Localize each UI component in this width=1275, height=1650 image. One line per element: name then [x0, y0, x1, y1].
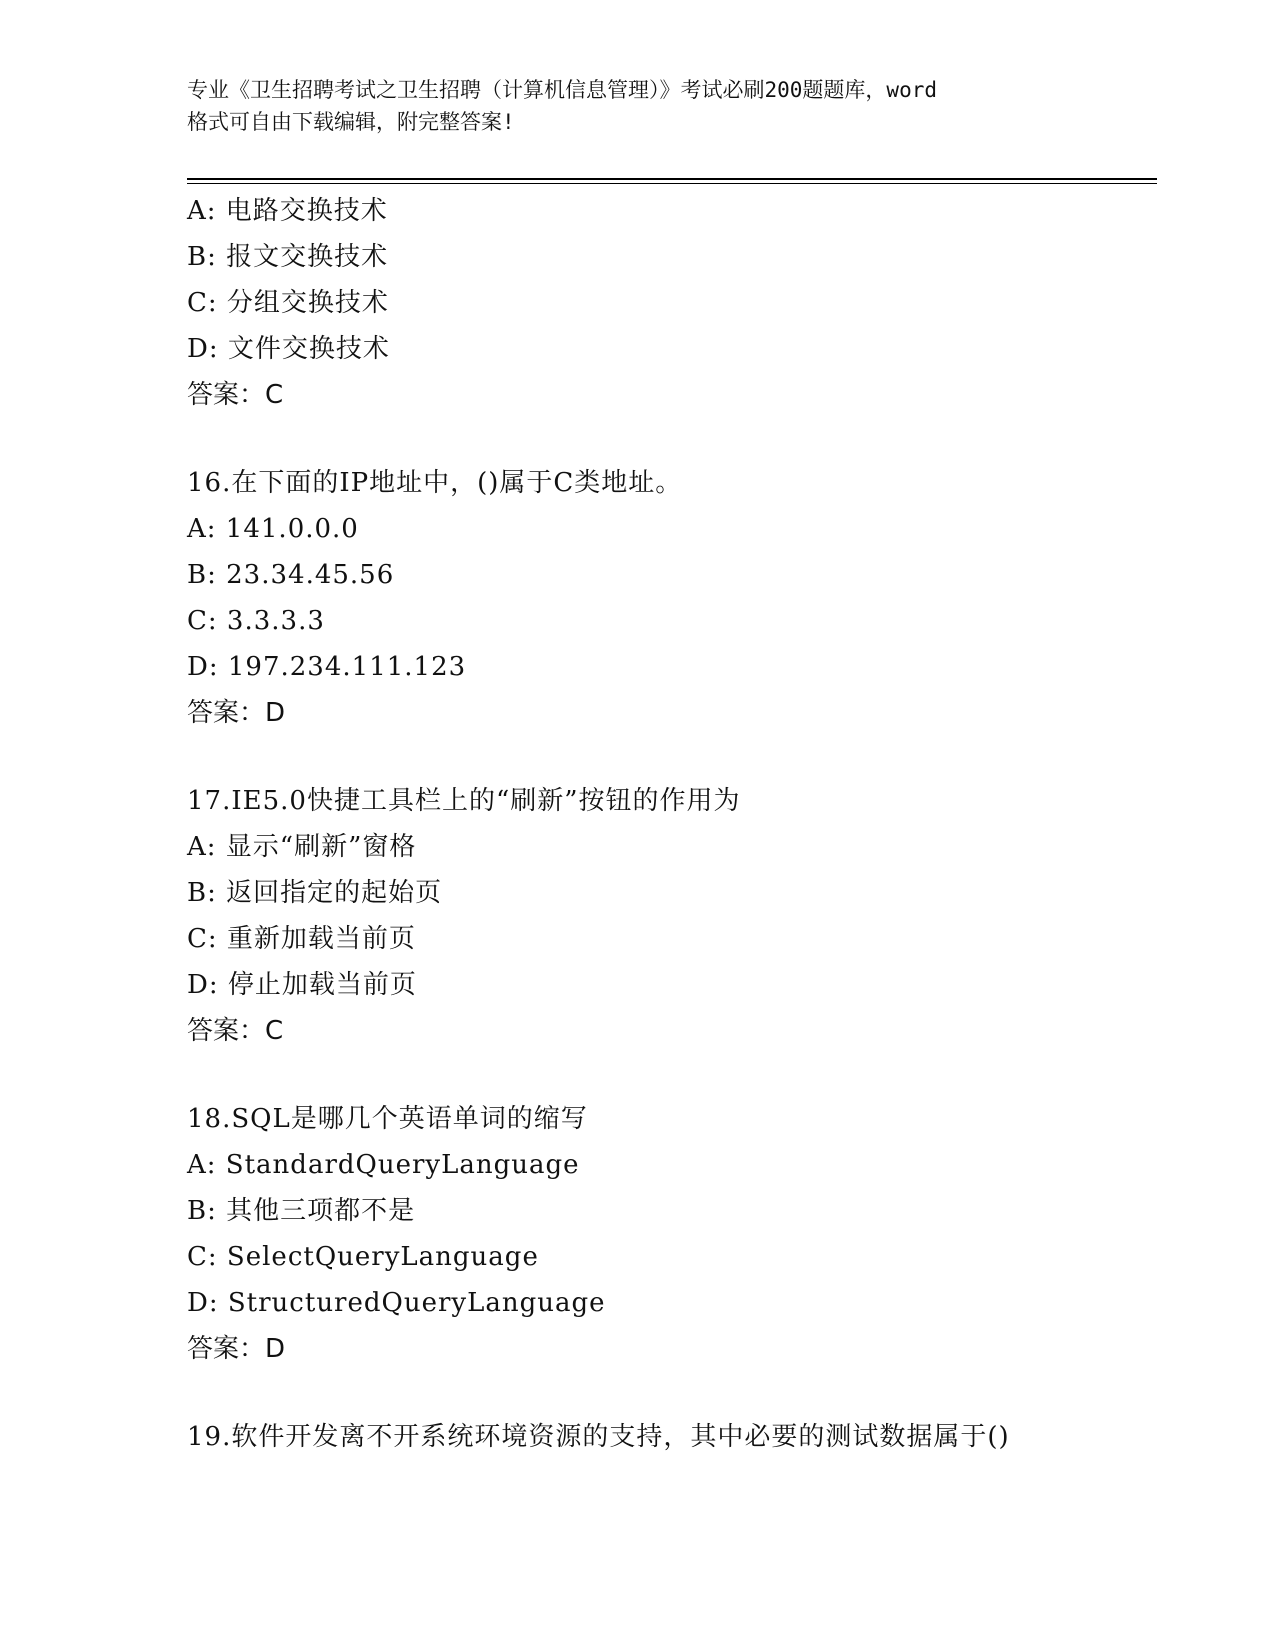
question-text: 18.SQL是哪几个英语单词的缩写: [187, 1104, 588, 1134]
option-d: D: 197.234.111.123: [187, 652, 467, 682]
answer-line: 答案：D: [187, 1334, 286, 1364]
header-divider-thin: [187, 183, 1157, 184]
question-block-15: [187, 188, 1187, 418]
question-spacer: [187, 736, 1187, 778]
header-line-2: 格式可自由下载编辑，附完整答案!: [187, 110, 515, 134]
question-text: 19.软件开发离不开系统环境资源的支持，其中必要的测试数据属于(): [187, 1422, 1010, 1452]
option-c: C: SelectQueryLanguage: [187, 1242, 539, 1272]
question-list: [187, 188, 1187, 1460]
option-b: B: 23.34.45.56: [187, 560, 395, 590]
option-b: B: 返回指定的起始页: [187, 878, 443, 908]
header-divider-thick: [187, 178, 1157, 180]
option-d: D: 停止加载当前页: [187, 970, 417, 1000]
question-text: 17.IE5.0快捷工具栏上的“刷新”按钮的作用为: [187, 786, 741, 816]
answer-line: 答案：C: [187, 1016, 284, 1046]
question-text: 16.在下面的IP地址中，()属于C类地址。: [187, 468, 683, 498]
answer-line: 答案：D: [187, 698, 286, 728]
header-line-1: 专业《卫生招聘考试之卫生招聘（计算机信息管理）》考试必刷200题题库，word: [187, 78, 937, 102]
option-b: B: 其他三项都不是: [187, 1196, 416, 1226]
option-a: A: 141.0.0.0: [187, 514, 359, 544]
option-c: C: 3.3.3.3: [187, 606, 325, 636]
document-header: [187, 74, 1087, 138]
option-c: C: 分组交换技术: [187, 288, 389, 318]
question-block-19: [187, 1414, 1187, 1460]
question-block-16: [187, 460, 1187, 736]
question-block-18: [187, 1096, 1187, 1372]
option-a: A: StandardQueryLanguage: [187, 1150, 580, 1180]
option-a: A: 电路交换技术: [187, 196, 388, 226]
option-d: D: StructuredQueryLanguage: [187, 1288, 606, 1318]
option-a: A: 显示“刷新”窗格: [187, 832, 417, 862]
answer-line: 答案：C: [187, 380, 284, 410]
question-spacer: [187, 1054, 1187, 1096]
question-spacer: [187, 1372, 1187, 1414]
question-block-17: [187, 778, 1187, 1054]
option-b: B: 报文交换技术: [187, 242, 389, 272]
option-c: C: 重新加载当前页: [187, 924, 416, 954]
question-spacer: [187, 418, 1187, 460]
option-d: D: 文件交换技术: [187, 334, 390, 364]
